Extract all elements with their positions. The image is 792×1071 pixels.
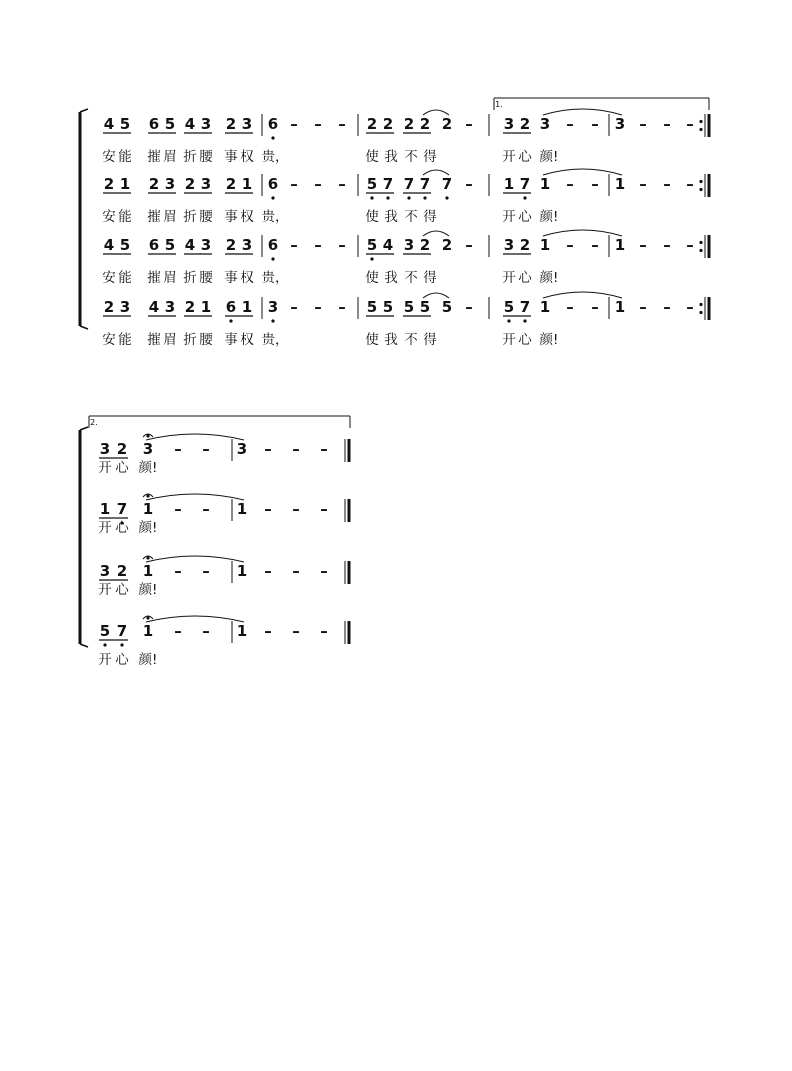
dash-extension: – bbox=[264, 500, 272, 518]
dash-extension: – bbox=[639, 236, 647, 254]
low-octave-dot bbox=[423, 196, 426, 199]
lyric-syllable: 能 bbox=[118, 149, 132, 165]
lyric-syllable: 折 bbox=[183, 209, 197, 225]
dash-extension: – bbox=[465, 236, 473, 254]
lyric-syllable: 贵， bbox=[261, 149, 289, 165]
lyric-syllable: 事 bbox=[224, 270, 238, 286]
repeat-dot bbox=[699, 241, 702, 244]
low-octave-dot bbox=[507, 319, 510, 322]
volta-label: 2. bbox=[90, 418, 98, 427]
low-octave-dot bbox=[445, 196, 448, 199]
repeat-dot bbox=[699, 120, 702, 123]
dash-extension: – bbox=[264, 440, 272, 458]
note-numeral: 2 bbox=[116, 562, 128, 580]
note-numeral: 5 bbox=[382, 298, 394, 316]
note-numeral: 2 bbox=[116, 440, 128, 458]
dash-extension: – bbox=[465, 115, 473, 133]
note-numeral: 2 bbox=[441, 236, 453, 254]
dash-extension: – bbox=[202, 440, 210, 458]
dash-extension: – bbox=[202, 500, 210, 518]
dash-extension: – bbox=[566, 236, 574, 254]
note-numeral: 7 bbox=[519, 175, 531, 193]
lyric-syllable: 开 bbox=[98, 652, 112, 668]
dash-extension: – bbox=[591, 298, 599, 316]
note-numeral: 3 bbox=[267, 298, 279, 316]
low-octave-dot bbox=[370, 196, 373, 199]
note-numeral: 5 bbox=[441, 298, 453, 316]
note-numeral: 1 bbox=[614, 236, 626, 254]
lyric-syllable: 我 bbox=[384, 149, 398, 165]
lyric-syllable: 不 bbox=[404, 332, 418, 348]
lyric-syllable: 摧 bbox=[147, 149, 161, 165]
lyric-syllable: 颜! bbox=[138, 520, 158, 536]
dash-extension: – bbox=[465, 298, 473, 316]
lyric-syllable: 权 bbox=[240, 270, 254, 286]
dash-extension: – bbox=[320, 622, 328, 640]
slur-tie bbox=[146, 616, 244, 622]
note-numeral: 1 bbox=[236, 622, 248, 640]
dash-extension: – bbox=[290, 175, 298, 193]
repeat-dot bbox=[699, 180, 702, 183]
lyric-syllable: 眉 bbox=[163, 149, 177, 165]
dash-extension: – bbox=[292, 440, 300, 458]
lyric-syllable: 腰 bbox=[199, 332, 213, 348]
note-numeral: 1 bbox=[503, 175, 515, 193]
note-numeral: 2 bbox=[419, 115, 431, 133]
lyric-syllable: 使 bbox=[365, 149, 379, 165]
note-numeral: 7 bbox=[419, 175, 431, 193]
lyric-syllable: 不 bbox=[404, 209, 418, 225]
dash-extension: – bbox=[686, 175, 694, 193]
lyric-syllable: 安 bbox=[102, 149, 116, 165]
note-numeral: 1 bbox=[236, 562, 248, 580]
lyric-syllable: 开 bbox=[502, 209, 516, 225]
lyric-syllable: 得 bbox=[423, 270, 437, 286]
lyric-syllable: 不 bbox=[404, 270, 418, 286]
lyric-syllable: 颜! bbox=[138, 460, 158, 476]
note-numeral: 7 bbox=[441, 175, 453, 193]
note-numeral: 2 bbox=[103, 298, 115, 316]
dash-extension: – bbox=[566, 115, 574, 133]
note-numeral: 2 bbox=[441, 115, 453, 133]
lyric-syllable: 摧 bbox=[147, 209, 161, 225]
note-numeral: 2 bbox=[148, 175, 160, 193]
note-numeral: 2 bbox=[519, 236, 531, 254]
dash-extension: – bbox=[591, 175, 599, 193]
dash-extension: – bbox=[264, 622, 272, 640]
note-numeral: 3 bbox=[142, 440, 154, 458]
lyric-syllable: 开 bbox=[502, 270, 516, 286]
note-numeral: 3 bbox=[164, 298, 176, 316]
lyric-syllable: 颜! bbox=[138, 652, 158, 668]
lyric-syllable: 折 bbox=[183, 270, 197, 286]
note-numeral: 1 bbox=[142, 622, 154, 640]
note-numeral: 2 bbox=[403, 115, 415, 133]
repeat-dot bbox=[699, 303, 702, 306]
lyric-syllable: 不 bbox=[404, 149, 418, 165]
lyric-syllable: 安 bbox=[102, 332, 116, 348]
low-octave-dot bbox=[103, 643, 106, 646]
note-numeral: 4 bbox=[184, 115, 196, 133]
note-numeral: 3 bbox=[503, 236, 515, 254]
note-numeral: 6 bbox=[267, 236, 279, 254]
lyric-syllable: 腰 bbox=[199, 209, 213, 225]
note-numeral: 7 bbox=[382, 175, 394, 193]
note-numeral: 1 bbox=[236, 500, 248, 518]
repeat-dot bbox=[699, 188, 702, 191]
fermata-dot bbox=[146, 556, 149, 559]
lyric-syllable: 心 bbox=[115, 582, 129, 598]
low-octave-dot bbox=[386, 196, 389, 199]
slur-tie bbox=[146, 494, 244, 500]
lyric-syllable: 使 bbox=[365, 270, 379, 286]
dash-extension: – bbox=[338, 298, 346, 316]
lyric-syllable: 心 bbox=[115, 652, 129, 668]
dash-extension: – bbox=[320, 440, 328, 458]
note-numeral: 6 bbox=[148, 115, 160, 133]
dash-extension: – bbox=[566, 298, 574, 316]
repeat-dot bbox=[699, 128, 702, 131]
dash-extension: – bbox=[174, 440, 182, 458]
dash-extension: – bbox=[338, 236, 346, 254]
note-numeral: 4 bbox=[382, 236, 394, 254]
dash-extension: – bbox=[566, 175, 574, 193]
note-numeral: 1 bbox=[142, 562, 154, 580]
repeat-dot bbox=[699, 249, 702, 252]
note-numeral: 2 bbox=[184, 298, 196, 316]
note-numeral: 4 bbox=[103, 236, 115, 254]
lyric-syllable: 权 bbox=[240, 332, 254, 348]
lyric-syllable: 贵， bbox=[261, 332, 289, 348]
lyric-syllable: 安 bbox=[102, 270, 116, 286]
dash-extension: – bbox=[591, 115, 599, 133]
dash-extension: – bbox=[639, 298, 647, 316]
dash-extension: – bbox=[314, 298, 322, 316]
low-octave-dot bbox=[523, 319, 526, 322]
bracket-hook-bottom bbox=[80, 644, 88, 647]
lyric-syllable: 颜! bbox=[539, 209, 559, 225]
dash-extension: – bbox=[320, 500, 328, 518]
note-numeral: 7 bbox=[519, 298, 531, 316]
note-numeral: 3 bbox=[236, 440, 248, 458]
note-numeral: 5 bbox=[503, 298, 515, 316]
lyric-syllable: 颜! bbox=[138, 582, 158, 598]
bracket-hook-top bbox=[80, 427, 88, 430]
note-numeral: 2 bbox=[103, 175, 115, 193]
low-octave-dot bbox=[407, 196, 410, 199]
note-numeral: 3 bbox=[99, 440, 111, 458]
note-numeral: 1 bbox=[614, 298, 626, 316]
dash-extension: – bbox=[663, 175, 671, 193]
lyric-syllable: 使 bbox=[365, 332, 379, 348]
lyric-syllable: 权 bbox=[240, 209, 254, 225]
note-numeral: 1 bbox=[241, 175, 253, 193]
note-numeral: 3 bbox=[241, 115, 253, 133]
note-numeral: 5 bbox=[164, 115, 176, 133]
lyric-syllable: 得 bbox=[423, 209, 437, 225]
dash-extension: – bbox=[663, 298, 671, 316]
note-numeral: 2 bbox=[366, 115, 378, 133]
slur-tie bbox=[146, 556, 244, 562]
note-numeral: 7 bbox=[403, 175, 415, 193]
note-numeral: 3 bbox=[403, 236, 415, 254]
lyric-syllable: 腰 bbox=[199, 149, 213, 165]
note-numeral: 2 bbox=[225, 236, 237, 254]
note-numeral: 1 bbox=[119, 175, 131, 193]
lyric-syllable: 心 bbox=[518, 209, 532, 225]
lyric-syllable: 摧 bbox=[147, 270, 161, 286]
slur-tie bbox=[543, 109, 622, 115]
dash-extension: – bbox=[314, 175, 322, 193]
note-numeral: 2 bbox=[519, 115, 531, 133]
low-octave-dot bbox=[120, 643, 123, 646]
note-numeral: 4 bbox=[103, 115, 115, 133]
dash-extension: – bbox=[663, 236, 671, 254]
note-numeral: 5 bbox=[366, 236, 378, 254]
dash-extension: – bbox=[591, 236, 599, 254]
note-numeral: 2 bbox=[225, 175, 237, 193]
bracket-hook-bottom bbox=[80, 326, 88, 329]
lyric-syllable: 贵， bbox=[261, 209, 289, 225]
lyric-syllable: 心 bbox=[518, 149, 532, 165]
low-octave-dot bbox=[271, 257, 274, 260]
note-numeral: 2 bbox=[382, 115, 394, 133]
note-numeral: 5 bbox=[403, 298, 415, 316]
note-numeral: 3 bbox=[503, 115, 515, 133]
note-numeral: 2 bbox=[184, 175, 196, 193]
note-numeral: 5 bbox=[164, 236, 176, 254]
note-numeral: 1 bbox=[539, 236, 551, 254]
dash-extension: – bbox=[338, 115, 346, 133]
lyric-syllable: 使 bbox=[365, 209, 379, 225]
fermata-dot bbox=[146, 616, 149, 619]
lyric-syllable: 开 bbox=[502, 149, 516, 165]
lyric-syllable: 事 bbox=[224, 149, 238, 165]
dash-extension: – bbox=[290, 115, 298, 133]
lyric-syllable: 颜! bbox=[539, 270, 559, 286]
bracket-hook-top bbox=[80, 109, 88, 112]
lyric-syllable: 折 bbox=[183, 149, 197, 165]
dash-extension: – bbox=[264, 562, 272, 580]
lyric-syllable: 我 bbox=[384, 270, 398, 286]
note-numeral: 4 bbox=[184, 236, 196, 254]
note-numeral: 1 bbox=[539, 298, 551, 316]
dash-extension: – bbox=[174, 562, 182, 580]
note-numeral: 1 bbox=[99, 500, 111, 518]
dash-extension: – bbox=[202, 562, 210, 580]
note-numeral: 7 bbox=[116, 622, 128, 640]
note-numeral: 4 bbox=[148, 298, 160, 316]
note-numeral: 5 bbox=[119, 236, 131, 254]
note-numeral: 3 bbox=[99, 562, 111, 580]
note-numeral: 3 bbox=[200, 236, 212, 254]
lyric-syllable: 能 bbox=[118, 332, 132, 348]
note-numeral: 7 bbox=[116, 500, 128, 518]
dash-extension: – bbox=[292, 500, 300, 518]
lyric-syllable: 安 bbox=[102, 209, 116, 225]
lyric-syllable: 权 bbox=[240, 149, 254, 165]
dash-extension: – bbox=[292, 562, 300, 580]
dash-extension: – bbox=[639, 175, 647, 193]
note-numeral: 3 bbox=[200, 115, 212, 133]
slur-tie bbox=[146, 434, 244, 440]
note-numeral: 1 bbox=[200, 298, 212, 316]
note-numeral: 1 bbox=[539, 175, 551, 193]
note-numeral: 5 bbox=[419, 298, 431, 316]
low-octave-dot bbox=[271, 319, 274, 322]
dash-extension: – bbox=[314, 115, 322, 133]
dash-extension: – bbox=[314, 236, 322, 254]
note-numeral: 1 bbox=[614, 175, 626, 193]
note-numeral: 6 bbox=[225, 298, 237, 316]
dash-extension: – bbox=[290, 236, 298, 254]
note-numeral: 5 bbox=[119, 115, 131, 133]
low-octave-dot bbox=[271, 136, 274, 139]
repeat-dot bbox=[699, 311, 702, 314]
lyric-syllable: 摧 bbox=[147, 332, 161, 348]
lyric-syllable: 事 bbox=[224, 332, 238, 348]
fermata-dot bbox=[146, 434, 149, 437]
slur-tie bbox=[543, 230, 622, 236]
dash-extension: – bbox=[686, 298, 694, 316]
note-numeral: 3 bbox=[200, 175, 212, 193]
fermata-dot bbox=[146, 494, 149, 497]
dash-extension: – bbox=[174, 500, 182, 518]
low-octave-dot bbox=[523, 196, 526, 199]
lyric-syllable: 心 bbox=[115, 520, 129, 536]
lyric-syllable: 眉 bbox=[163, 209, 177, 225]
dash-extension: – bbox=[465, 175, 473, 193]
slur-tie bbox=[543, 169, 622, 175]
lyric-syllable: 贵， bbox=[261, 270, 289, 286]
note-numeral: 1 bbox=[241, 298, 253, 316]
low-octave-dot bbox=[271, 196, 274, 199]
lyric-syllable: 开 bbox=[98, 582, 112, 598]
note-numeral: 2 bbox=[419, 236, 431, 254]
note-numeral: 3 bbox=[614, 115, 626, 133]
lyric-syllable: 开 bbox=[502, 332, 516, 348]
note-numeral: 3 bbox=[164, 175, 176, 193]
note-numeral: 1 bbox=[142, 500, 154, 518]
lyric-syllable: 得 bbox=[423, 149, 437, 165]
dash-extension: – bbox=[202, 622, 210, 640]
lyric-syllable: 腰 bbox=[199, 270, 213, 286]
lyric-syllable: 事 bbox=[224, 209, 238, 225]
dash-extension: – bbox=[686, 115, 694, 133]
note-numeral: 2 bbox=[225, 115, 237, 133]
note-numeral: 5 bbox=[99, 622, 111, 640]
note-numeral: 3 bbox=[539, 115, 551, 133]
lyric-syllable: 能 bbox=[118, 209, 132, 225]
lyric-syllable: 眉 bbox=[163, 270, 177, 286]
lyric-syllable: 折 bbox=[183, 332, 197, 348]
lyric-syllable: 颜! bbox=[539, 332, 559, 348]
note-numeral: 5 bbox=[366, 175, 378, 193]
low-octave-dot bbox=[229, 319, 232, 322]
dash-extension: – bbox=[338, 175, 346, 193]
dash-extension: – bbox=[639, 115, 647, 133]
lyric-syllable: 我 bbox=[384, 209, 398, 225]
dash-extension: – bbox=[686, 236, 694, 254]
dash-extension: – bbox=[290, 298, 298, 316]
lyric-syllable: 心 bbox=[115, 460, 129, 476]
low-octave-dot bbox=[370, 257, 373, 260]
lyric-syllable: 颜! bbox=[539, 149, 559, 165]
dash-extension: – bbox=[320, 562, 328, 580]
volta-label: 1. bbox=[495, 100, 503, 109]
dash-extension: – bbox=[174, 622, 182, 640]
note-numeral: 6 bbox=[267, 175, 279, 193]
dash-extension: – bbox=[663, 115, 671, 133]
note-numeral: 5 bbox=[366, 298, 378, 316]
lyric-syllable: 开 bbox=[98, 460, 112, 476]
lyric-syllable: 眉 bbox=[163, 332, 177, 348]
lyric-syllable: 能 bbox=[118, 270, 132, 286]
note-numeral: 6 bbox=[148, 236, 160, 254]
dash-extension: – bbox=[292, 622, 300, 640]
lyric-syllable: 心 bbox=[518, 270, 532, 286]
note-numeral: 3 bbox=[119, 298, 131, 316]
slur-tie bbox=[543, 292, 622, 298]
lyric-syllable: 心 bbox=[518, 332, 532, 348]
lyric-syllable: 开 bbox=[98, 520, 112, 536]
note-numeral: 6 bbox=[267, 115, 279, 133]
lyric-syllable: 我 bbox=[384, 332, 398, 348]
lyric-syllable: 得 bbox=[423, 332, 437, 348]
note-numeral: 3 bbox=[241, 236, 253, 254]
